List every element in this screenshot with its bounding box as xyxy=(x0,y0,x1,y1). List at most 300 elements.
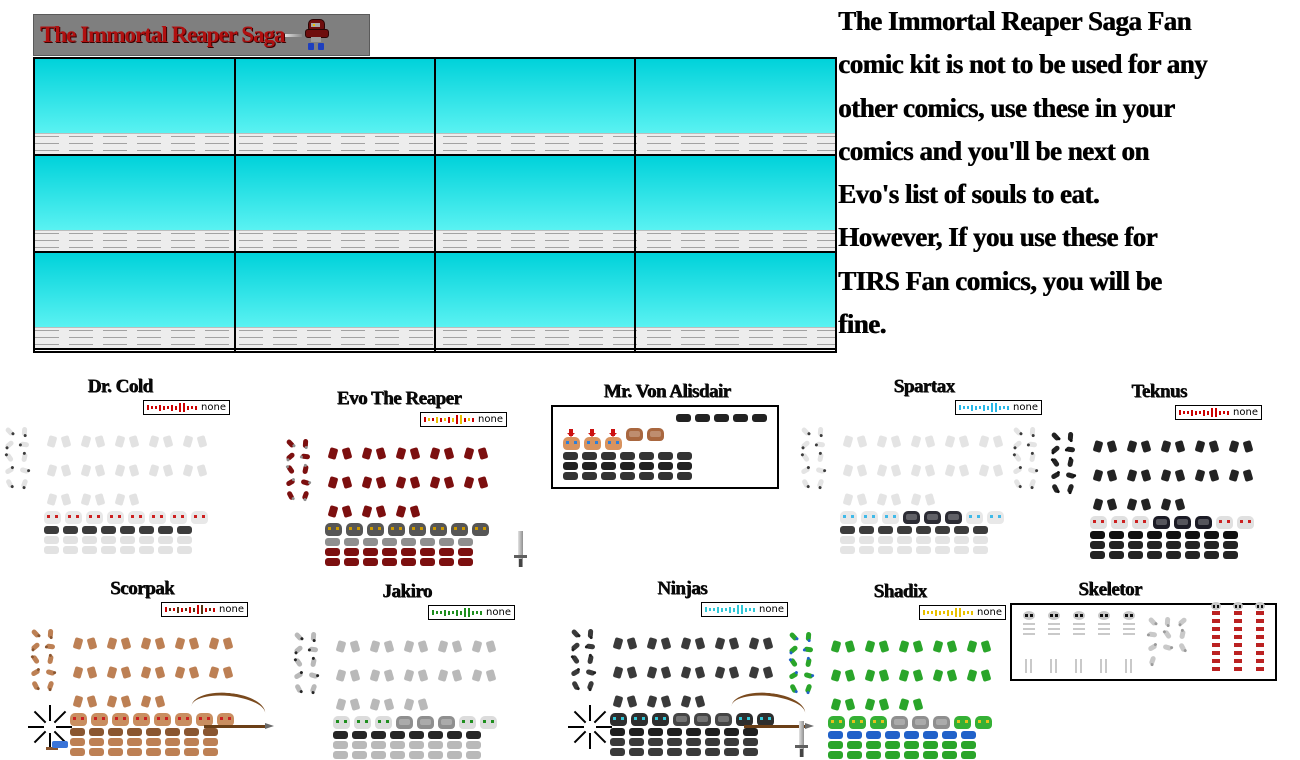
panel-divider xyxy=(634,59,636,351)
part-sprite xyxy=(629,748,644,756)
palette-none-label: none xyxy=(759,603,784,615)
part-sprite xyxy=(1223,531,1238,539)
head-sprite xyxy=(409,523,426,536)
palette-tick xyxy=(971,611,973,615)
head-sprite xyxy=(44,511,61,524)
part-sprite xyxy=(1109,541,1124,549)
arm-part-sprite xyxy=(1027,467,1037,474)
part-sprite xyxy=(1090,551,1105,559)
part-sprite xyxy=(127,748,142,756)
small-parts-row xyxy=(323,547,515,557)
arm-part-sprite xyxy=(286,439,296,449)
part-sprite xyxy=(866,731,881,739)
part-sprite xyxy=(639,462,654,470)
body-sprite xyxy=(862,683,892,710)
part-sprite xyxy=(878,546,893,554)
part-sprite xyxy=(610,728,625,736)
head-sprite xyxy=(891,716,908,729)
sprite-sheet-area xyxy=(1048,424,1270,560)
palette-tick xyxy=(999,406,1001,410)
palette-tick xyxy=(452,418,454,422)
part-sprite xyxy=(184,738,199,746)
palette-tick xyxy=(1183,411,1185,414)
part-sprite xyxy=(676,414,691,422)
head-sprite xyxy=(870,716,887,729)
body-sprite xyxy=(401,625,431,652)
arm-part-sprite xyxy=(1179,630,1186,640)
head-sprite xyxy=(1216,516,1233,529)
sprite-row xyxy=(68,650,256,679)
panel-divider xyxy=(234,59,236,351)
head-sprite xyxy=(325,523,342,536)
body-sprite xyxy=(678,651,708,678)
part-sprite xyxy=(1109,531,1124,539)
body-sprite xyxy=(1192,454,1222,481)
part-sprite xyxy=(878,536,893,544)
part-sprite xyxy=(352,741,367,749)
body-sprite xyxy=(1090,483,1120,510)
body-sprite xyxy=(78,478,108,505)
body-sprite xyxy=(427,461,457,488)
arm-part-sprite xyxy=(1165,617,1171,626)
part-sprite xyxy=(620,462,635,470)
sword-sprite xyxy=(518,531,523,567)
arm-part-sprite xyxy=(804,646,814,652)
palette-tick xyxy=(1219,411,1221,415)
arm-part-sprite xyxy=(31,654,40,664)
body-sprite xyxy=(644,622,674,649)
part-sprite xyxy=(420,558,435,566)
character-name: Teknus xyxy=(1131,381,1187,402)
usage-notice xyxy=(838,0,1298,346)
palette-tick xyxy=(169,608,171,611)
skeleton-sprite xyxy=(1045,611,1062,673)
arm-part-sprite xyxy=(801,478,810,488)
arm-part-sprite xyxy=(803,672,813,679)
palette-tick xyxy=(959,608,961,617)
body-sprite xyxy=(172,622,202,649)
part-sprite xyxy=(428,741,443,749)
body-sprite xyxy=(78,420,108,447)
notice-line-1: The Immortal Reaper Saga Fan xyxy=(838,6,1191,36)
part-sprite xyxy=(439,558,454,566)
part-sprite xyxy=(70,738,85,746)
part-sprite xyxy=(82,546,97,554)
body-sprite xyxy=(359,432,389,459)
part-sprite xyxy=(101,536,116,544)
part-sprite xyxy=(428,731,443,739)
skeleton-sprite xyxy=(1095,611,1112,673)
palette-tick xyxy=(448,611,450,615)
small-parts-row xyxy=(826,750,1014,760)
sprite-sheet-area xyxy=(291,624,523,760)
head-sprite xyxy=(149,511,166,524)
body-sprite xyxy=(333,683,363,710)
palette-tick xyxy=(1007,406,1009,410)
palette-tick xyxy=(468,418,470,421)
part-sprite xyxy=(466,751,481,759)
palette-tick xyxy=(967,611,969,614)
arm-part-sprite xyxy=(5,452,14,462)
part-sprite xyxy=(382,558,397,566)
body-sprite xyxy=(610,622,640,649)
sprite-row xyxy=(608,650,796,679)
palette-tick xyxy=(472,418,474,422)
body-sprite xyxy=(138,680,168,707)
body-sprite xyxy=(942,420,972,447)
head-sprite xyxy=(1090,516,1107,529)
part-sprite xyxy=(629,738,644,746)
body-sprite xyxy=(333,654,363,681)
comic-panel-grid xyxy=(33,57,837,353)
arm-part-sprite xyxy=(788,645,798,655)
head-sprite xyxy=(1111,516,1128,529)
arm-part-sprite xyxy=(1051,457,1060,467)
part-sprite xyxy=(897,546,912,554)
part-sprite xyxy=(648,738,663,746)
character-name: Scorpak xyxy=(109,578,175,599)
body-sprite xyxy=(644,680,674,707)
heads-row xyxy=(826,715,1014,730)
palette-tick xyxy=(1003,406,1005,409)
part-sprite xyxy=(466,731,481,739)
arm-part-sprite xyxy=(286,464,295,474)
part-sprite xyxy=(677,472,692,480)
character-name: Skeletor xyxy=(1078,579,1142,600)
part-sprite xyxy=(139,536,154,544)
part-sprite xyxy=(629,728,644,736)
palette-none-label: none xyxy=(486,606,511,618)
arm-part-sprite xyxy=(801,452,810,462)
body-sprite xyxy=(964,654,994,681)
head-sprite xyxy=(1237,516,1254,529)
sprite-row xyxy=(331,624,523,653)
palette-tick xyxy=(464,608,466,617)
arm-part-sprite xyxy=(800,440,810,450)
part-sprite xyxy=(1109,551,1124,559)
body-sprite xyxy=(1124,483,1154,510)
palette-tick xyxy=(729,607,731,613)
body-sprite xyxy=(942,449,972,476)
palette-tick xyxy=(171,405,173,411)
part-sprite xyxy=(935,536,950,544)
palette-tick xyxy=(959,405,961,410)
body-sprite xyxy=(874,478,904,505)
sprite-sheet-box xyxy=(1010,603,1277,681)
head-sprite xyxy=(128,511,145,524)
arm-part-sprite xyxy=(800,466,810,475)
part-sprite xyxy=(363,548,378,556)
starburst-effect-sprite xyxy=(568,705,612,749)
part-sprite xyxy=(695,414,710,422)
body-sprite xyxy=(908,420,938,447)
arm-part-sprite xyxy=(1147,643,1157,652)
notice-line-4: comics and you'll be next on xyxy=(838,135,1149,166)
arm-part-sprite xyxy=(1029,478,1037,488)
part-sprite xyxy=(82,536,97,544)
loose-parts-cluster xyxy=(1048,424,1088,495)
part-sprite xyxy=(866,741,881,749)
part-sprite xyxy=(203,748,218,756)
arm-part-sprite xyxy=(31,629,41,639)
misc-item-sprite xyxy=(52,741,68,748)
body-sprite xyxy=(70,651,100,678)
small-parts-row xyxy=(838,525,1010,535)
palette-none-label: none xyxy=(219,603,244,615)
body-sprite xyxy=(435,625,465,652)
palette-tick xyxy=(737,605,739,614)
part-sprite xyxy=(954,536,969,544)
body-sprite xyxy=(1158,425,1188,452)
part-sprite xyxy=(439,538,454,546)
arm-part-sprite xyxy=(310,683,318,693)
part-sprite xyxy=(648,748,663,756)
part-sprite xyxy=(705,748,720,756)
notice-line-8: fine. xyxy=(838,309,886,340)
part-sprite xyxy=(648,728,663,736)
head-sprite xyxy=(396,716,413,729)
body-sprite xyxy=(367,683,397,710)
part-sprite xyxy=(344,548,359,556)
part-sprite xyxy=(677,452,692,460)
body-sprite xyxy=(180,449,210,476)
arm-part-sprite xyxy=(1012,440,1022,450)
head-sprite xyxy=(354,716,371,729)
palette-tick xyxy=(468,608,470,617)
arm-part-sprite xyxy=(815,467,825,474)
arm-part-sprite xyxy=(1030,427,1036,436)
body-sprite xyxy=(976,420,1006,447)
palette-tick xyxy=(749,608,751,611)
part-sprite xyxy=(610,748,625,756)
sprite-sheet-area xyxy=(283,431,515,567)
palette-tick xyxy=(444,418,446,421)
arm-part-sprite xyxy=(1149,655,1157,665)
head-sprite xyxy=(673,713,690,726)
body-sprite xyxy=(930,654,960,681)
part-sprite xyxy=(382,548,397,556)
arm-part-sprite xyxy=(818,427,824,436)
arm-part-sprite xyxy=(571,680,580,690)
part-sprite xyxy=(973,546,988,554)
arm-part-sprite xyxy=(286,490,295,500)
small-parts-row xyxy=(68,747,256,757)
head-sprite xyxy=(451,523,468,536)
part-sprite xyxy=(325,548,340,556)
part-sprite xyxy=(89,728,104,736)
part-sprite xyxy=(686,738,701,746)
head-sprite xyxy=(987,511,1004,524)
part-sprite xyxy=(724,748,739,756)
sprite-sheet-area xyxy=(1010,603,1210,681)
arm-part-sprite xyxy=(1067,483,1075,493)
body-sprite xyxy=(828,683,858,710)
palette-tick xyxy=(195,406,197,410)
sprite-row xyxy=(1088,482,1270,511)
part-sprite xyxy=(44,536,59,544)
palette-bar xyxy=(919,605,1006,620)
part-sprite xyxy=(158,526,173,534)
palette-tick xyxy=(213,608,215,612)
head-sprite xyxy=(966,511,983,524)
sprite-row xyxy=(68,621,256,650)
arm-part-sprite xyxy=(293,645,303,655)
arm-part-sprite xyxy=(285,452,295,462)
head-sprite xyxy=(840,511,857,524)
part-sprite xyxy=(325,558,340,566)
sprite-sheet-area xyxy=(551,405,783,489)
part-sprite xyxy=(840,546,855,554)
part-sprite xyxy=(923,751,938,759)
palette-tick xyxy=(753,608,755,612)
part-sprite xyxy=(885,741,900,749)
arm-part-sprite xyxy=(47,655,54,665)
arm-part-sprite xyxy=(47,680,55,690)
part-sprite xyxy=(1185,541,1200,549)
part-sprite xyxy=(942,731,957,739)
heads-row xyxy=(42,510,238,525)
part-sprite xyxy=(658,472,673,480)
part-sprite xyxy=(724,738,739,746)
palette-tick xyxy=(721,608,723,612)
arm-part-sprite xyxy=(1013,452,1022,462)
body-sprite xyxy=(712,622,742,649)
part-sprite xyxy=(390,731,405,739)
head-sprite xyxy=(652,713,669,726)
body-sprite xyxy=(104,680,134,707)
palette-tick xyxy=(173,608,175,611)
spear-sprite xyxy=(204,725,266,728)
part-sprite xyxy=(439,548,454,556)
arm-part-sprite xyxy=(1178,642,1187,652)
body-sprite xyxy=(367,654,397,681)
body-sprite xyxy=(908,478,938,505)
arm-part-sprite xyxy=(816,441,826,447)
body-sprite xyxy=(206,651,236,678)
heads-row xyxy=(561,427,769,451)
part-sprite xyxy=(705,738,720,746)
part-sprite xyxy=(828,741,843,749)
arm-part-sprite xyxy=(586,643,596,649)
body-sprite xyxy=(610,651,640,678)
character-section-skeletor xyxy=(1010,579,1210,681)
head-sprite xyxy=(828,716,845,729)
character-name: Shadix xyxy=(873,581,927,602)
part-sprite xyxy=(916,536,931,544)
part-sprite xyxy=(108,748,123,756)
head-sprite xyxy=(480,716,497,729)
part-sprite xyxy=(582,472,597,480)
part-sprite xyxy=(840,536,855,544)
palette-tick xyxy=(432,418,434,421)
skeleton-sprite xyxy=(1120,611,1137,673)
part-sprite xyxy=(658,462,673,470)
palette-tick xyxy=(705,607,707,612)
part-sprite xyxy=(1204,541,1219,549)
arm-part-sprite xyxy=(1029,453,1036,463)
palette-tick xyxy=(201,605,203,614)
palette-tick xyxy=(1207,411,1209,415)
part-sprite xyxy=(904,751,919,759)
part-sprite xyxy=(89,738,104,746)
arm-part-sprite xyxy=(1177,617,1187,627)
palette-tick xyxy=(448,417,450,423)
part-sprite xyxy=(620,452,635,460)
sprite-row xyxy=(1088,424,1270,453)
body-sprite xyxy=(874,449,904,476)
part-sprite xyxy=(63,536,78,544)
sprite-row xyxy=(323,431,515,460)
body-sprite xyxy=(678,680,708,707)
saga-title: The Immortal Reaper Saga xyxy=(40,22,285,47)
part-sprite xyxy=(743,748,758,756)
arm-part-sprite xyxy=(31,680,40,690)
palette-tick xyxy=(951,611,953,615)
part-sprite xyxy=(954,546,969,554)
part-sprite xyxy=(344,558,359,566)
sprite-sheet-area xyxy=(786,624,1014,760)
arm-part-sprite xyxy=(1068,432,1074,441)
part-sprite xyxy=(371,741,386,749)
palette-tick xyxy=(205,608,207,612)
loose-parts-cluster xyxy=(798,419,838,490)
arm-part-sprite xyxy=(5,478,14,488)
part-sprite xyxy=(184,748,199,756)
palette-tick xyxy=(165,607,167,612)
body-sprite xyxy=(874,420,904,447)
arm-part-sprite xyxy=(1067,458,1074,468)
part-sprite xyxy=(601,462,616,470)
head-sprite xyxy=(170,511,187,524)
loose-parts-cluster xyxy=(568,621,608,692)
part-sprite xyxy=(563,472,578,480)
arm-part-sprite xyxy=(310,658,317,668)
part-sprite xyxy=(961,731,976,739)
arm-part-sprite xyxy=(571,629,581,639)
palette-tick xyxy=(935,610,937,616)
part-sprite xyxy=(165,728,180,736)
palette-none-label: none xyxy=(478,413,503,425)
head-sprite xyxy=(903,511,920,524)
palette-tick xyxy=(1191,410,1193,416)
palette-bar xyxy=(955,400,1042,415)
head-sprite xyxy=(333,716,350,729)
palette-none-label: none xyxy=(977,606,1002,618)
small-parts-row xyxy=(608,747,796,757)
part-sprite xyxy=(165,738,180,746)
arm-part-sprite xyxy=(1148,631,1158,637)
head-sprite xyxy=(191,511,208,524)
body-sprite xyxy=(469,625,499,652)
arm-part-sprite xyxy=(4,440,14,450)
head-sprite xyxy=(472,523,489,536)
body-sprite xyxy=(325,432,355,459)
part-sprite xyxy=(620,472,635,480)
head-sprite xyxy=(154,713,171,726)
palette-tick xyxy=(440,418,442,422)
arm-part-sprite xyxy=(301,453,311,459)
panel-divider xyxy=(434,59,436,351)
small-parts-row xyxy=(323,557,515,567)
palette-tick xyxy=(927,611,929,614)
part-sprite xyxy=(139,546,154,554)
part-sprite xyxy=(101,526,116,534)
palette-tick xyxy=(189,607,191,613)
character-name: Evo The Reaper xyxy=(336,388,462,409)
notice-line-7: TIRS Fan comics, you will be xyxy=(838,265,1162,296)
sprite-row xyxy=(826,624,1014,653)
part-sprite xyxy=(458,548,473,556)
